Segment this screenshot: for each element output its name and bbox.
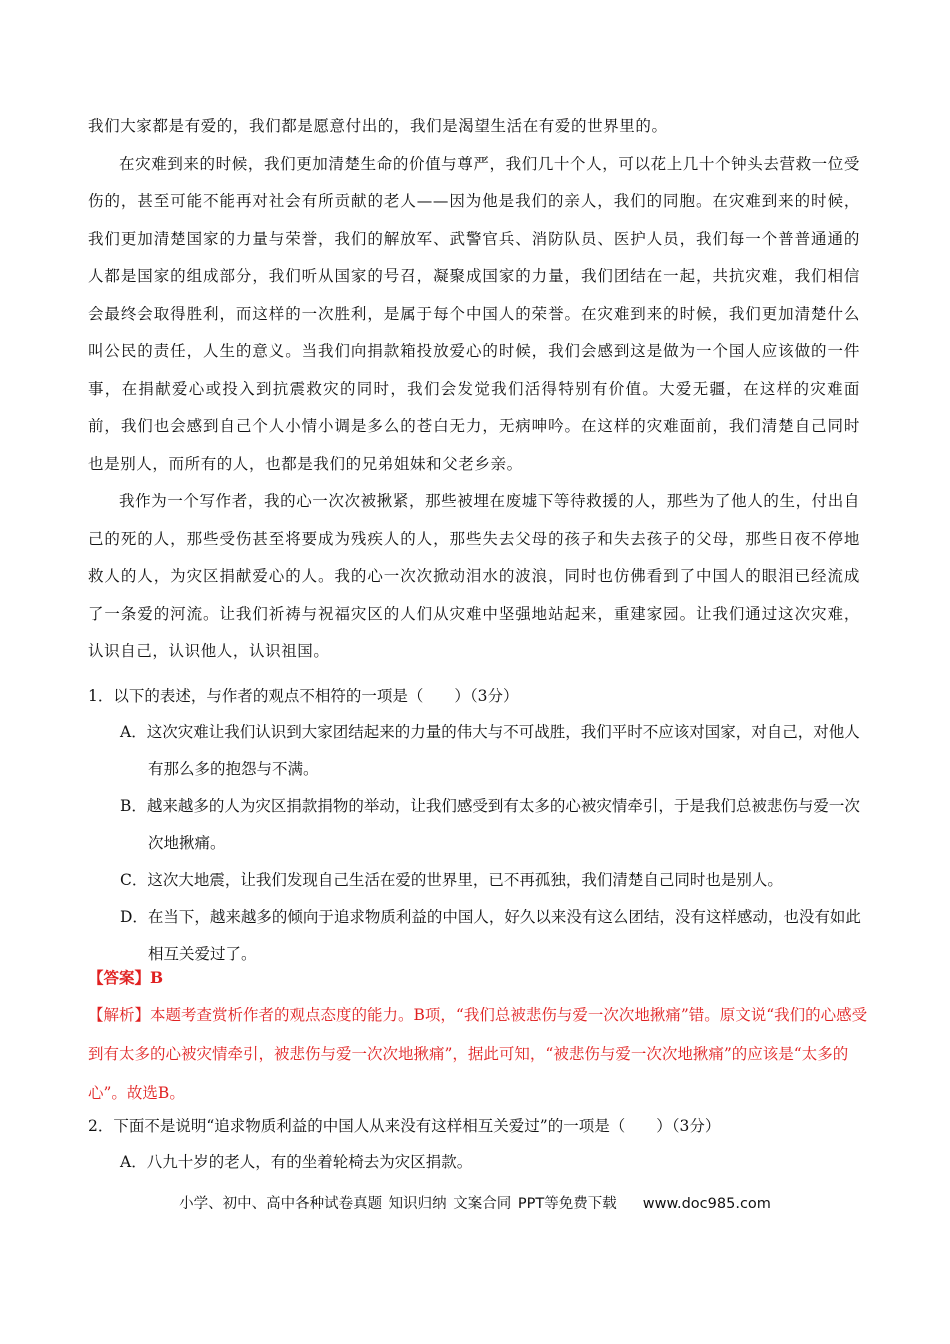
- answer-block: [88, 960, 868, 1113]
- passage-paragraph-2: 在灾难到来的时候，我们更加清楚生命的价值与尊严，我们几十个人，可以花上几十个钟头去营救一位受伤的，甚至可能不能再对社会有所贡献的老人——因为他是我们的亲人，我们的同胞。在灾难到来的时候，我们更加清楚国家的力量与荣誉，我们的解放军、武警官兵、消防队员、医护人员，我们每一个普普通通的人都是国家的组成部分，我们听从国家的号召，凝聚成国家的力量，我们团结在一起，共抗灾难，我们相信会最终会取得胜利，而这样的一次胜利，是属于每个中国人的荣誉。在灾难到来的时候，我们更加清楚什么叫公民的责任，人生的意义。当我们向捐款箱投放爱心的时候，我们会感到这是做为一个国人应该做的一件事，在捐献爱心或投入到抗震救灾的同时，我们会发觉我们活得特别有价值。大爱无疆，在这样的灾难面前，我们也会感到自己个人小情小调是多么的苍白无力，无病呻吟。在这样的灾难面前，我们清楚自己同时也是别人，而所有的人，也都是我们的兄弟姐妹和父老乡亲。: [88, 154, 860, 473]
- question-2: [88, 1108, 868, 1181]
- question-2-option-a: A．八九十岁的老人，有的坐着轮椅去为灾区捐款。: [120, 1153, 473, 1171]
- question-1: [88, 678, 868, 973]
- question-1-option-c: C．这次大地震，让我们发现自己生活在爱的世界里，已不再孤独，我们清楚自己同时也是别人。: [120, 871, 783, 889]
- question-1-option-b: B．越来越多的人为灾区捐款捐物的举动，让我们感受到有太多的心被灾情牵引，于是我们总被悲伤与爱一次次地揪痛。: [120, 797, 860, 852]
- footer-url[interactable]: www.doc985.com: [642, 1196, 771, 1212]
- footer-text: 小学、初中、高中各种试卷真题 知识归纳 文案合同 PPT等免费下载: [179, 1196, 617, 1212]
- question-2-stem: 2．下面不是说明“追求物质利益的中国人从来没有这样相互关爱过”的一项是（ ）（3分）: [88, 1117, 721, 1135]
- answer-analysis: 【解析】本题考查赏析作者的观点态度的能力。B项，“我们总被悲伤与爱一次次地揪痛”错。原文说“我们的心感受到有太多的心被灾情牵引，被悲伤与爱一次次地揪痛”，据此可知，“被悲伤与爱一次次地揪痛”的应该是“太多的心”。故选B。: [88, 1006, 868, 1102]
- question-1-option-a: A．这次灾难让我们认识到大家团结起来的力量的伟大与不可战胜，我们平时不应该对国家，对自己，对他人有那么多的抱怨与不满。: [120, 723, 860, 778]
- answer-label: 【答案】B: [88, 968, 164, 987]
- page-footer: [0, 1192, 950, 1213]
- passage-paragraph-3: 我作为一个写作者，我的心一次次被揪紧，那些被埋在废墟下等待救援的人，那些为了他人的生，付出自己的死的人，那些受伤甚至将要成为残疾人的人，那些失去父母的孩子和失去孩子的父母，那些日夜不停地救人的人，为灾区捐献爱心的人。我的心一次次掀动泪水的波浪，同时也仿佛看到了中国人的眼泪已经流成了一条爱的河流。让我们祈祷与祝福灾区的人们从灾难中坚强地站起来，重建家园。让我们通过这次灾难，认识自己，认识他人，认识祖国。: [88, 492, 860, 660]
- question-1-option-d: D．在当下，越来越多的倾向于追求物质利益的中国人，好久以来没有这么团结，没有这样感动，也没有如此相互关爱过了。: [120, 908, 861, 963]
- question-1-stem: 1．以下的表述，与作者的观点不相符的一项是（ ）（3分）: [88, 687, 519, 705]
- passage-paragraph-1: 我们大家都是有爱的，我们都是愿意付出的，我们是渴望生活在有爱的世界里的。: [88, 117, 668, 135]
- reading-passage: [88, 108, 860, 671]
